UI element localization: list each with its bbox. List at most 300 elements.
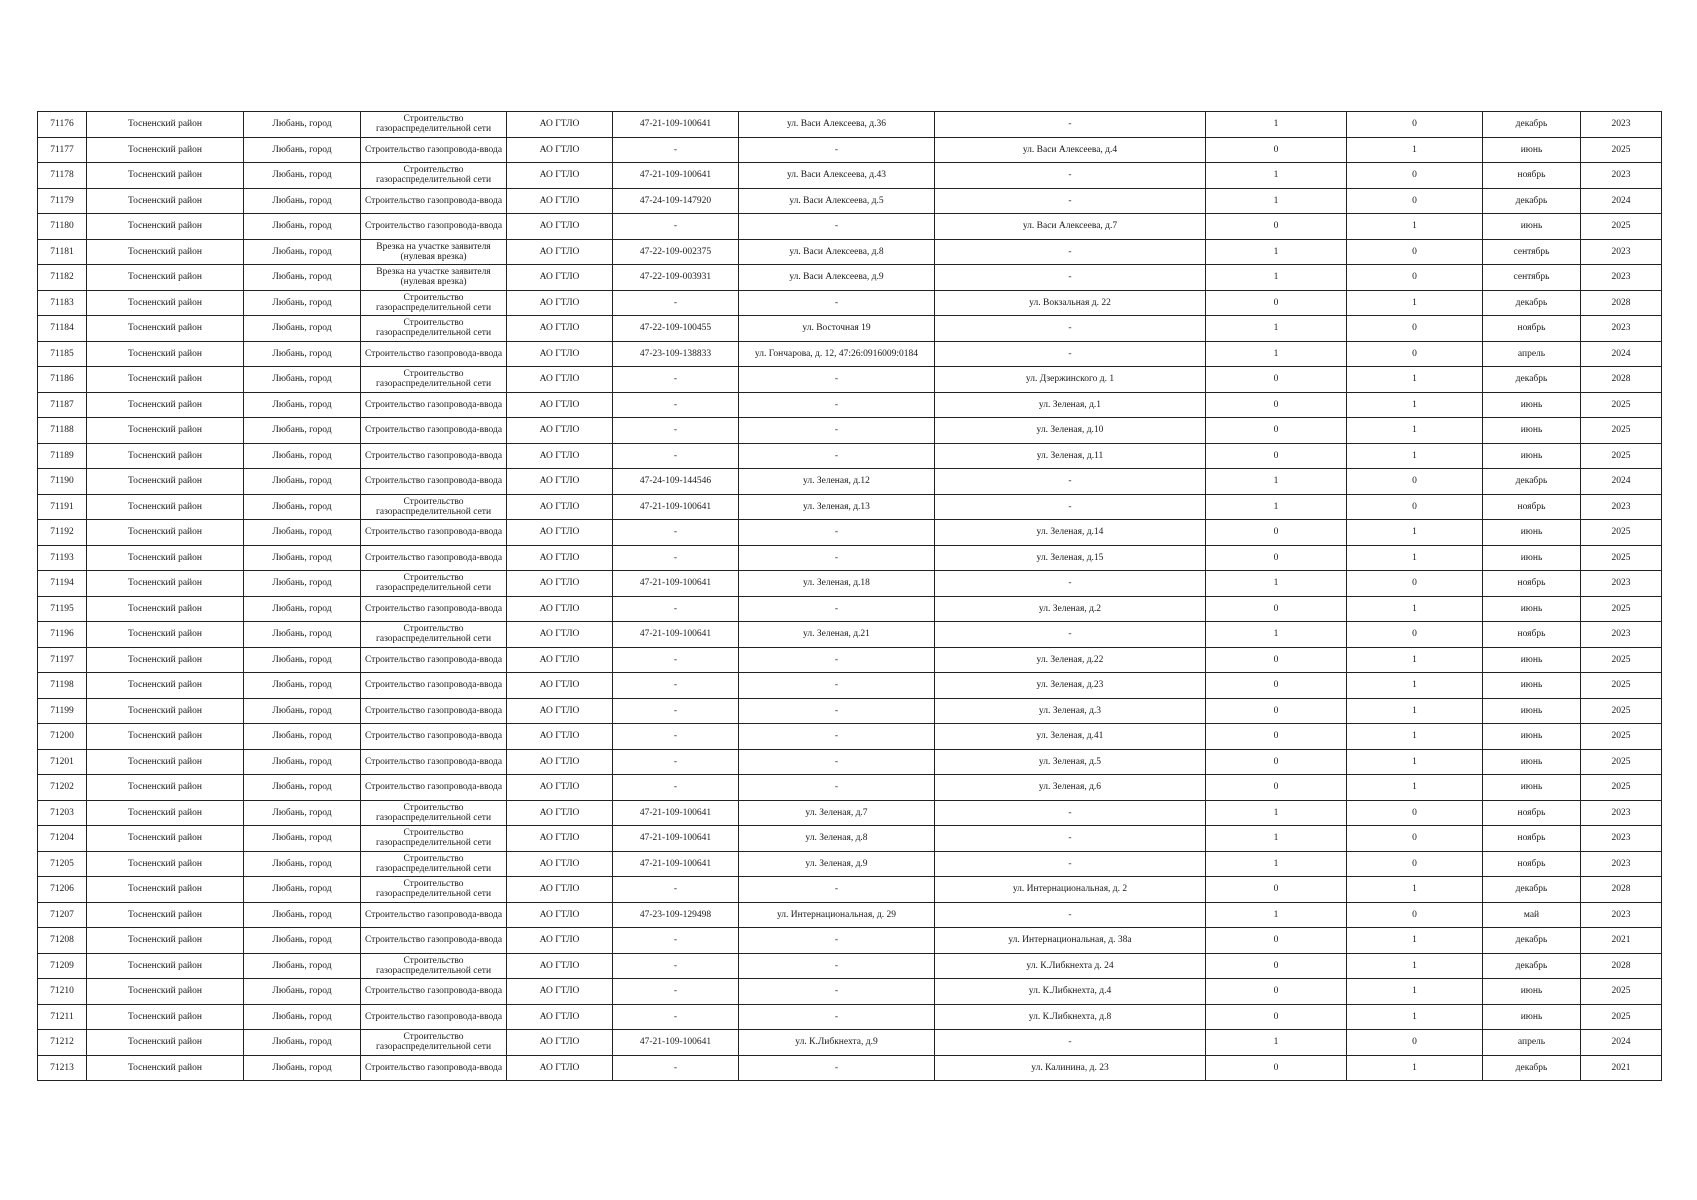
cell-settlement: Любань, город [244, 775, 361, 801]
table-row [38, 775, 1662, 801]
cell-month: декабрь [1483, 290, 1581, 316]
cell-address-planned: ул. Зеленая, д.2 [935, 596, 1206, 622]
table-row [38, 622, 1662, 648]
cell-district: Тосненский район [87, 902, 244, 928]
cell-address-planned: ул. Зеленая, д.15 [935, 545, 1206, 571]
table-row [38, 443, 1662, 469]
cell-work-type: Строительство газораспределительной сети [361, 163, 507, 189]
cell-settlement: Любань, город [244, 826, 361, 852]
cell-address-existing: ул. Зеленая, д.8 [739, 826, 935, 852]
cell-count-a: 0 [1206, 647, 1347, 673]
cell-record-id: 71191 [38, 494, 87, 520]
cell-address-planned: - [935, 112, 1206, 138]
cell-address-existing: ул. Зеленая, д.21 [739, 622, 935, 648]
cell-settlement: Любань, город [244, 928, 361, 954]
cell-district: Тосненский район [87, 265, 244, 291]
cell-address-existing: - [739, 979, 935, 1005]
cell-work-type: Строительство газораспределительной сети [361, 571, 507, 597]
cell-year: 2028 [1581, 367, 1662, 393]
cell-work-type: Строительство газопровода-ввода [361, 392, 507, 418]
cell-organization: АО ГТЛО [507, 1030, 613, 1056]
cell-address-existing: - [739, 545, 935, 571]
cell-settlement: Любань, город [244, 316, 361, 342]
cell-count-a: 1 [1206, 163, 1347, 189]
cell-address-existing: - [739, 724, 935, 750]
cell-address-planned: - [935, 902, 1206, 928]
cell-count-b: 1 [1347, 673, 1483, 699]
cell-record-id: 71199 [38, 698, 87, 724]
cell-work-type: Строительство газопровода-ввода [361, 520, 507, 546]
cell-settlement: Любань, город [244, 469, 361, 495]
cell-record-id: 71212 [38, 1030, 87, 1056]
cell-tu-number: 47-21-109-100641 [613, 163, 739, 189]
cell-month: июнь [1483, 520, 1581, 546]
cell-month: июнь [1483, 392, 1581, 418]
gasification-table [37, 111, 1662, 1081]
cell-work-type: Строительство газопровода-ввода [361, 596, 507, 622]
cell-count-a: 1 [1206, 112, 1347, 138]
cell-count-a: 0 [1206, 596, 1347, 622]
table-row [38, 469, 1662, 495]
cell-address-planned: ул. Зеленая, д.14 [935, 520, 1206, 546]
cell-record-id: 71195 [38, 596, 87, 622]
cell-record-id: 71202 [38, 775, 87, 801]
cell-year: 2025 [1581, 698, 1662, 724]
cell-count-b: 1 [1347, 724, 1483, 750]
cell-count-b: 0 [1347, 622, 1483, 648]
cell-work-type: Строительство газопровода-ввода [361, 188, 507, 214]
cell-organization: АО ГТЛО [507, 877, 613, 903]
cell-record-id: 71197 [38, 647, 87, 673]
cell-year: 2023 [1581, 239, 1662, 265]
cell-tu-number: 47-21-109-100641 [613, 826, 739, 852]
cell-organization: АО ГТЛО [507, 112, 613, 138]
cell-count-b: 0 [1347, 1030, 1483, 1056]
cell-tu-number: - [613, 214, 739, 240]
cell-year: 2023 [1581, 316, 1662, 342]
table-row [38, 188, 1662, 214]
cell-year: 2025 [1581, 596, 1662, 622]
cell-tu-number: - [613, 418, 739, 444]
cell-month: апрель [1483, 1030, 1581, 1056]
cell-count-a: 1 [1206, 622, 1347, 648]
cell-count-a: 1 [1206, 1030, 1347, 1056]
cell-count-a: 0 [1206, 545, 1347, 571]
cell-organization: АО ГТЛО [507, 851, 613, 877]
cell-tu-number: 47-22-109-003931 [613, 265, 739, 291]
cell-count-a: 0 [1206, 749, 1347, 775]
cell-organization: АО ГТЛО [507, 647, 613, 673]
cell-settlement: Любань, город [244, 1030, 361, 1056]
cell-address-planned: ул. Зеленая, д.11 [935, 443, 1206, 469]
cell-month: декабрь [1483, 877, 1581, 903]
cell-count-a: 1 [1206, 902, 1347, 928]
cell-settlement: Любань, город [244, 851, 361, 877]
cell-year: 2021 [1581, 928, 1662, 954]
cell-address-planned: - [935, 265, 1206, 291]
cell-month: апрель [1483, 341, 1581, 367]
cell-month: декабрь [1483, 953, 1581, 979]
cell-address-existing: - [739, 290, 935, 316]
cell-work-type: Строительство газораспределительной сети [361, 953, 507, 979]
cell-district: Тосненский район [87, 596, 244, 622]
cell-address-planned: - [935, 341, 1206, 367]
table-row [38, 800, 1662, 826]
cell-settlement: Любань, город [244, 239, 361, 265]
cell-count-b: 0 [1347, 469, 1483, 495]
cell-address-existing: ул. Зеленая, д.18 [739, 571, 935, 597]
cell-year: 2023 [1581, 163, 1662, 189]
cell-tu-number: - [613, 596, 739, 622]
cell-address-existing: ул. Интернациональная, д. 29 [739, 902, 935, 928]
cell-address-existing: - [739, 214, 935, 240]
cell-count-b: 1 [1347, 749, 1483, 775]
cell-count-b: 1 [1347, 1004, 1483, 1030]
cell-record-id: 71189 [38, 443, 87, 469]
cell-count-b: 1 [1347, 596, 1483, 622]
cell-month: май [1483, 902, 1581, 928]
cell-work-type: Строительство газопровода-ввода [361, 724, 507, 750]
cell-count-b: 1 [1347, 979, 1483, 1005]
cell-record-id: 71185 [38, 341, 87, 367]
cell-count-b: 0 [1347, 112, 1483, 138]
table-row [38, 239, 1662, 265]
cell-settlement: Любань, город [244, 112, 361, 138]
cell-record-id: 71181 [38, 239, 87, 265]
cell-address-planned: ул. Васи Алексеева, д.4 [935, 137, 1206, 163]
cell-district: Тосненский район [87, 800, 244, 826]
cell-work-type: Строительство газораспределительной сети [361, 316, 507, 342]
cell-district: Тосненский район [87, 341, 244, 367]
cell-tu-number: - [613, 877, 739, 903]
cell-district: Тосненский район [87, 826, 244, 852]
cell-settlement: Любань, город [244, 800, 361, 826]
cell-address-existing: - [739, 673, 935, 699]
cell-address-planned: ул. Интернациональная, д. 2 [935, 877, 1206, 903]
cell-count-b: 0 [1347, 239, 1483, 265]
cell-district: Тосненский район [87, 494, 244, 520]
cell-month: июнь [1483, 979, 1581, 1005]
cell-count-a: 0 [1206, 1004, 1347, 1030]
cell-organization: АО ГТЛО [507, 367, 613, 393]
cell-count-a: 0 [1206, 520, 1347, 546]
cell-address-existing: - [739, 137, 935, 163]
cell-count-b: 0 [1347, 163, 1483, 189]
cell-district: Тосненский район [87, 979, 244, 1005]
cell-record-id: 71208 [38, 928, 87, 954]
cell-count-b: 0 [1347, 341, 1483, 367]
cell-tu-number: - [613, 545, 739, 571]
cell-district: Тосненский район [87, 214, 244, 240]
cell-organization: АО ГТЛО [507, 698, 613, 724]
cell-settlement: Любань, город [244, 392, 361, 418]
cell-address-existing: - [739, 953, 935, 979]
cell-organization: АО ГТЛО [507, 826, 613, 852]
cell-work-type: Строительство газораспределительной сети [361, 877, 507, 903]
cell-count-a: 1 [1206, 265, 1347, 291]
cell-count-b: 1 [1347, 1055, 1483, 1081]
cell-settlement: Любань, город [244, 1004, 361, 1030]
cell-month: июнь [1483, 749, 1581, 775]
cell-count-a: 0 [1206, 673, 1347, 699]
cell-count-a: 0 [1206, 367, 1347, 393]
cell-address-planned: - [935, 851, 1206, 877]
table-row [38, 571, 1662, 597]
cell-address-existing: - [739, 418, 935, 444]
cell-work-type: Строительство газопровода-ввода [361, 698, 507, 724]
cell-settlement: Любань, город [244, 520, 361, 546]
cell-month: июнь [1483, 1004, 1581, 1030]
cell-count-b: 0 [1347, 851, 1483, 877]
cell-count-b: 1 [1347, 137, 1483, 163]
cell-work-type: Строительство газораспределительной сети [361, 826, 507, 852]
cell-work-type: Строительство газопровода-ввода [361, 418, 507, 444]
cell-record-id: 71188 [38, 418, 87, 444]
cell-address-planned: - [935, 622, 1206, 648]
cell-month: июнь [1483, 596, 1581, 622]
cell-record-id: 71190 [38, 469, 87, 495]
cell-month: ноябрь [1483, 316, 1581, 342]
cell-organization: АО ГТЛО [507, 137, 613, 163]
cell-record-id: 71186 [38, 367, 87, 393]
table-row [38, 214, 1662, 240]
table-row [38, 749, 1662, 775]
cell-address-planned: ул. Зеленая, д.6 [935, 775, 1206, 801]
cell-count-a: 0 [1206, 1055, 1347, 1081]
table-row [38, 1055, 1662, 1081]
cell-address-planned: ул. Вокзальная д. 22 [935, 290, 1206, 316]
cell-address-existing: ул. К.Либкнехта, д.9 [739, 1030, 935, 1056]
cell-year: 2023 [1581, 622, 1662, 648]
cell-record-id: 71176 [38, 112, 87, 138]
cell-record-id: 71198 [38, 673, 87, 699]
cell-address-planned: ул. К.Либкнехта д. 24 [935, 953, 1206, 979]
cell-tu-number: 47-24-109-147920 [613, 188, 739, 214]
cell-district: Тосненский район [87, 851, 244, 877]
cell-count-b: 1 [1347, 545, 1483, 571]
cell-address-planned: ул. Зеленая, д.1 [935, 392, 1206, 418]
cell-work-type: Врезка на участке заявителя (нулевая врезка) [361, 265, 507, 291]
cell-organization: АО ГТЛО [507, 979, 613, 1005]
cell-settlement: Любань, город [244, 902, 361, 928]
cell-organization: АО ГТЛО [507, 775, 613, 801]
cell-settlement: Любань, город [244, 341, 361, 367]
cell-organization: АО ГТЛО [507, 163, 613, 189]
cell-address-planned: ул. К.Либкнехта, д.4 [935, 979, 1206, 1005]
cell-settlement: Любань, город [244, 673, 361, 699]
cell-count-a: 0 [1206, 418, 1347, 444]
cell-record-id: 71179 [38, 188, 87, 214]
cell-month: июнь [1483, 698, 1581, 724]
cell-month: декабрь [1483, 367, 1581, 393]
cell-count-b: 0 [1347, 188, 1483, 214]
cell-count-a: 0 [1206, 698, 1347, 724]
cell-count-a: 0 [1206, 953, 1347, 979]
cell-tu-number: 47-21-109-100641 [613, 494, 739, 520]
cell-month: июнь [1483, 443, 1581, 469]
cell-year: 2025 [1581, 979, 1662, 1005]
cell-record-id: 71196 [38, 622, 87, 648]
cell-district: Тосненский район [87, 290, 244, 316]
cell-address-planned: - [935, 800, 1206, 826]
cell-district: Тосненский район [87, 775, 244, 801]
cell-record-id: 71203 [38, 800, 87, 826]
cell-address-existing: - [739, 1055, 935, 1081]
cell-year: 2024 [1581, 188, 1662, 214]
cell-tu-number: 47-24-109-144546 [613, 469, 739, 495]
cell-year: 2025 [1581, 137, 1662, 163]
cell-count-a: 1 [1206, 239, 1347, 265]
table-row [38, 163, 1662, 189]
cell-tu-number: - [613, 647, 739, 673]
cell-address-existing: - [739, 1004, 935, 1030]
table-row [38, 851, 1662, 877]
cell-address-planned: ул. Зеленая, д.3 [935, 698, 1206, 724]
cell-settlement: Любань, город [244, 647, 361, 673]
cell-count-b: 1 [1347, 392, 1483, 418]
cell-count-b: 0 [1347, 826, 1483, 852]
cell-address-existing: - [739, 443, 935, 469]
cell-month: июнь [1483, 647, 1581, 673]
cell-address-planned: ул. Зеленая, д.10 [935, 418, 1206, 444]
cell-count-b: 1 [1347, 775, 1483, 801]
cell-month: ноябрь [1483, 800, 1581, 826]
cell-record-id: 71207 [38, 902, 87, 928]
cell-count-a: 0 [1206, 928, 1347, 954]
cell-tu-number: - [613, 1004, 739, 1030]
cell-tu-number: 47-21-109-100641 [613, 571, 739, 597]
cell-tu-number: - [613, 443, 739, 469]
cell-work-type: Строительство газопровода-ввода [361, 469, 507, 495]
cell-month: декабрь [1483, 112, 1581, 138]
cell-month: июнь [1483, 724, 1581, 750]
cell-record-id: 71201 [38, 749, 87, 775]
cell-record-id: 71183 [38, 290, 87, 316]
cell-address-planned: ул. Интернациональная, д. 38а [935, 928, 1206, 954]
cell-work-type: Строительство газопровода-ввода [361, 545, 507, 571]
cell-address-planned: ул. Зеленая, д.5 [935, 749, 1206, 775]
cell-address-existing: ул. Зеленая, д.9 [739, 851, 935, 877]
cell-organization: АО ГТЛО [507, 341, 613, 367]
cell-organization: АО ГТЛО [507, 265, 613, 291]
cell-count-b: 1 [1347, 698, 1483, 724]
cell-year: 2028 [1581, 290, 1662, 316]
cell-year: 2025 [1581, 392, 1662, 418]
cell-count-b: 0 [1347, 265, 1483, 291]
cell-tu-number: - [613, 749, 739, 775]
table-row [38, 928, 1662, 954]
table-row [38, 877, 1662, 903]
cell-tu-number: - [613, 520, 739, 546]
cell-month: июнь [1483, 418, 1581, 444]
cell-address-existing: ул. Васи Алексеева, д.43 [739, 163, 935, 189]
cell-year: 2023 [1581, 800, 1662, 826]
cell-year: 2025 [1581, 749, 1662, 775]
cell-tu-number: - [613, 1055, 739, 1081]
cell-address-existing: - [739, 928, 935, 954]
cell-count-b: 1 [1347, 520, 1483, 546]
cell-work-type: Строительство газопровода-ввода [361, 979, 507, 1005]
cell-year: 2025 [1581, 775, 1662, 801]
cell-month: ноябрь [1483, 851, 1581, 877]
cell-address-existing: - [739, 520, 935, 546]
cell-address-planned: - [935, 571, 1206, 597]
cell-count-b: 0 [1347, 571, 1483, 597]
cell-count-a: 1 [1206, 316, 1347, 342]
cell-address-planned: - [935, 239, 1206, 265]
cell-address-planned: ул. Зеленая, д.41 [935, 724, 1206, 750]
cell-count-b: 1 [1347, 418, 1483, 444]
cell-count-a: 0 [1206, 290, 1347, 316]
cell-count-b: 1 [1347, 443, 1483, 469]
cell-district: Тосненский район [87, 877, 244, 903]
cell-record-id: 71209 [38, 953, 87, 979]
cell-year: 2023 [1581, 826, 1662, 852]
cell-year: 2023 [1581, 494, 1662, 520]
table-row [38, 137, 1662, 163]
cell-settlement: Любань, город [244, 724, 361, 750]
cell-settlement: Любань, город [244, 137, 361, 163]
cell-month: декабрь [1483, 188, 1581, 214]
cell-tu-number: - [613, 673, 739, 699]
cell-settlement: Любань, город [244, 418, 361, 444]
cell-organization: АО ГТЛО [507, 1004, 613, 1030]
cell-address-planned: - [935, 826, 1206, 852]
cell-tu-number: 47-23-109-138833 [613, 341, 739, 367]
cell-organization: АО ГТЛО [507, 1055, 613, 1081]
cell-work-type: Строительство газопровода-ввода [361, 673, 507, 699]
cell-count-a: 1 [1206, 851, 1347, 877]
cell-organization: АО ГТЛО [507, 953, 613, 979]
cell-year: 2023 [1581, 902, 1662, 928]
cell-tu-number: - [613, 775, 739, 801]
table-row [38, 520, 1662, 546]
cell-month: июнь [1483, 545, 1581, 571]
cell-tu-number: 47-21-109-100641 [613, 851, 739, 877]
cell-address-planned: - [935, 188, 1206, 214]
cell-year: 2024 [1581, 469, 1662, 495]
cell-address-existing: ул. Васи Алексеева, д.36 [739, 112, 935, 138]
cell-organization: АО ГТЛО [507, 622, 613, 648]
cell-district: Тосненский район [87, 749, 244, 775]
table-row [38, 902, 1662, 928]
cell-work-type: Строительство газораспределительной сети [361, 1030, 507, 1056]
cell-record-id: 71211 [38, 1004, 87, 1030]
cell-year: 2025 [1581, 545, 1662, 571]
cell-year: 2023 [1581, 851, 1662, 877]
cell-organization: АО ГТЛО [507, 290, 613, 316]
cell-count-a: 1 [1206, 188, 1347, 214]
cell-month: сентябрь [1483, 265, 1581, 291]
cell-address-existing: ул. Васи Алексеева, д.5 [739, 188, 935, 214]
cell-count-a: 0 [1206, 443, 1347, 469]
cell-settlement: Любань, город [244, 698, 361, 724]
cell-work-type: Строительство газораспределительной сети [361, 494, 507, 520]
cell-work-type: Строительство газопровода-ввода [361, 443, 507, 469]
cell-month: декабрь [1483, 928, 1581, 954]
cell-tu-number: 47-21-109-100641 [613, 622, 739, 648]
cell-count-b: 1 [1347, 214, 1483, 240]
cell-district: Тосненский район [87, 316, 244, 342]
cell-count-b: 1 [1347, 877, 1483, 903]
table-row [38, 596, 1662, 622]
cell-month: ноябрь [1483, 494, 1581, 520]
cell-district: Тосненский район [87, 571, 244, 597]
table-row [38, 265, 1662, 291]
table-row [38, 290, 1662, 316]
cell-settlement: Любань, город [244, 290, 361, 316]
cell-record-id: 71204 [38, 826, 87, 852]
